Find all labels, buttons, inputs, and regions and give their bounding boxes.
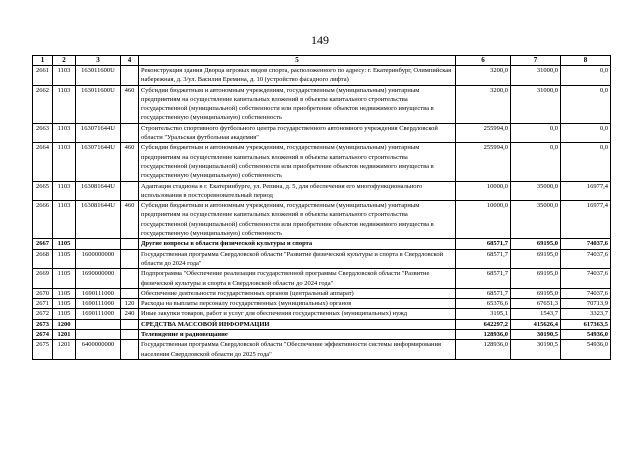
item-name-cell: Другие вопросы в области физической культуры и спорта bbox=[139, 239, 456, 249]
table-row bbox=[33, 319, 611, 329]
amount-year2-cell: 1543,7 bbox=[511, 309, 561, 319]
section-code-cell: 1103 bbox=[53, 181, 76, 201]
amount-year3-cell: 3323,7 bbox=[561, 309, 611, 319]
table-row bbox=[33, 66, 611, 86]
expense-type-cell: 120 bbox=[121, 299, 139, 309]
target-code-cell: 1690111000 bbox=[76, 309, 121, 319]
section-code-cell: 1103 bbox=[53, 85, 76, 123]
table-row bbox=[33, 299, 611, 309]
amount-year3-cell: 0,0 bbox=[561, 85, 611, 123]
section-code-cell: 1105 bbox=[53, 309, 76, 319]
row-number-cell: 2672 bbox=[33, 309, 53, 319]
target-code-cell bbox=[76, 319, 121, 329]
amount-year3-cell: 70713,9 bbox=[561, 299, 611, 309]
amount-year1-cell: 10000,0 bbox=[456, 201, 511, 239]
header-cell: 8 bbox=[561, 56, 611, 66]
amount-year3-cell: 0,0 bbox=[561, 66, 611, 86]
amount-year3-cell: 74037,6 bbox=[561, 239, 611, 249]
page-number: 149 bbox=[311, 33, 329, 47]
target-code-cell: 163011600U bbox=[76, 85, 121, 123]
item-name-cell: Иные закупки товаров, работ и услуг для обеспечения государственных (муниципальных) нужд bbox=[139, 309, 456, 319]
target-code-cell: 1600000000 bbox=[76, 249, 121, 269]
expense-type-cell bbox=[121, 249, 139, 269]
header-cell: 7 bbox=[511, 56, 561, 66]
expense-type-cell: 240 bbox=[121, 309, 139, 319]
amount-year2-cell: 67651,3 bbox=[511, 299, 561, 309]
target-code-cell bbox=[76, 239, 121, 249]
item-name-cell: Реконструкция здания Дворца игровых видов спорта, расположенного по адресу: г. Екатеринбург, Олимпийская набережная, д. 3/ул. Василия Еремина, д. 10 (устройство фасадного лифта) bbox=[139, 66, 456, 86]
table-row bbox=[33, 143, 611, 181]
amount-year2-cell: 30190,5 bbox=[511, 340, 561, 360]
amount-year2-cell: 415626,4 bbox=[511, 319, 561, 329]
amount-year3-cell: 16977,4 bbox=[561, 181, 611, 201]
row-number-cell: 2673 bbox=[33, 319, 53, 329]
item-name-cell: Телевидение и радиовещание bbox=[139, 330, 456, 340]
amount-year1-cell: 255994,0 bbox=[456, 143, 511, 181]
amount-year1-cell: 68571,7 bbox=[456, 269, 511, 289]
row-number-cell: 2663 bbox=[33, 123, 53, 143]
amount-year1-cell: 128936,0 bbox=[456, 330, 511, 340]
table-row bbox=[33, 340, 611, 360]
section-code-cell: 1103 bbox=[53, 143, 76, 181]
expense-type-cell bbox=[121, 269, 139, 289]
expense-type-cell bbox=[121, 319, 139, 329]
amount-year2-cell: 31000,0 bbox=[511, 66, 561, 86]
section-code-cell: 1201 bbox=[53, 340, 76, 360]
row-number-cell: 2674 bbox=[33, 330, 53, 340]
section-code-cell: 1201 bbox=[53, 330, 76, 340]
section-code-cell: 1105 bbox=[53, 239, 76, 249]
amount-year2-cell: 69195,0 bbox=[511, 249, 561, 269]
section-code-cell: 1103 bbox=[53, 123, 76, 143]
amount-year3-cell: 74037,6 bbox=[561, 269, 611, 289]
amount-year1-cell: 3200,0 bbox=[456, 66, 511, 86]
amount-year2-cell: 35000,0 bbox=[511, 181, 561, 201]
amount-year2-cell: 69195,0 bbox=[511, 269, 561, 289]
row-number-cell: 2664 bbox=[33, 143, 53, 181]
table-row bbox=[33, 330, 611, 340]
expense-type-cell bbox=[121, 340, 139, 360]
header-cell: 4 bbox=[121, 56, 139, 66]
amount-year3-cell: 74037,6 bbox=[561, 249, 611, 269]
target-code-cell: 1690111000 bbox=[76, 288, 121, 298]
item-name-cell: Расходы на выплаты персоналу государственных (муниципальных) органов bbox=[139, 299, 456, 309]
item-name-cell: Субсидии бюджетным и автономным учреждениям, государственным (муниципальным) унитарным предприятиям на осуществление капитальных вложений в объекты капитального строительства государственной (муниципальной) собственности или приобретение объектов недвижимого имущества в государственную (муниципальную) собственность bbox=[139, 143, 456, 181]
expense-type-cell: 460 bbox=[121, 201, 139, 239]
amount-year1-cell: 68571,7 bbox=[456, 249, 511, 269]
section-code-cell: 1103 bbox=[53, 66, 76, 86]
expense-type-cell bbox=[121, 181, 139, 201]
item-name-cell: Адаптация стадиона в г. Екатеринбурге, ул. Репина, д. 5, для обеспечения его многофункционального использования в постсоревновательный период bbox=[139, 181, 456, 201]
target-code-cell: 1690000000 bbox=[76, 269, 121, 289]
target-code-cell: 163081644U bbox=[76, 181, 121, 201]
row-number-cell: 2662 bbox=[33, 85, 53, 123]
table-row bbox=[33, 288, 611, 298]
amount-year3-cell: 54936,0 bbox=[561, 330, 611, 340]
amount-year2-cell: 35000,0 bbox=[511, 201, 561, 239]
amount-year1-cell: 128936,0 bbox=[456, 340, 511, 360]
table-row bbox=[33, 123, 611, 143]
amount-year3-cell: 74037,6 bbox=[561, 288, 611, 298]
amount-year3-cell: 0,0 bbox=[561, 143, 611, 181]
amount-year1-cell: 68571,7 bbox=[456, 239, 511, 249]
expense-type-cell: 460 bbox=[121, 143, 139, 181]
section-code-cell: 1105 bbox=[53, 299, 76, 309]
amount-year3-cell: 617363,5 bbox=[561, 319, 611, 329]
amount-year2-cell: 0,0 bbox=[511, 123, 561, 143]
item-name-cell: СРЕДСТВА МАССОВОЙ ИНФОРМАЦИИ bbox=[139, 319, 456, 329]
amount-year1-cell: 65376,6 bbox=[456, 299, 511, 309]
target-code-cell: 6400000000 bbox=[76, 340, 121, 360]
row-number-cell: 2671 bbox=[33, 299, 53, 309]
table-row bbox=[33, 201, 611, 239]
section-code-cell: 1200 bbox=[53, 319, 76, 329]
amount-year1-cell: 10000,0 bbox=[456, 181, 511, 201]
expense-type-cell bbox=[121, 330, 139, 340]
amount-year1-cell: 255994,0 bbox=[456, 123, 511, 143]
expense-type-cell bbox=[121, 66, 139, 86]
amount-year2-cell: 69195,0 bbox=[511, 288, 561, 298]
amount-year3-cell: 54936,0 bbox=[561, 340, 611, 360]
row-number-cell: 2661 bbox=[33, 66, 53, 86]
table-row bbox=[33, 309, 611, 319]
amount-year3-cell: 0,0 bbox=[561, 123, 611, 143]
header-cell: 5 bbox=[139, 56, 456, 66]
budget-table bbox=[32, 55, 611, 360]
amount-year2-cell: 0,0 bbox=[511, 143, 561, 181]
table-row bbox=[33, 239, 611, 249]
target-code-cell: 163071644U bbox=[76, 143, 121, 181]
header-cell: 3 bbox=[76, 56, 121, 66]
section-code-cell: 1105 bbox=[53, 269, 76, 289]
target-code-cell bbox=[76, 330, 121, 340]
row-number-cell: 2670 bbox=[33, 288, 53, 298]
row-number-cell: 2665 bbox=[33, 181, 53, 201]
row-number-cell: 2667 bbox=[33, 239, 53, 249]
amount-year1-cell: 3195,1 bbox=[456, 309, 511, 319]
item-name-cell: Государственная программа Свердловской области "Обеспечение эффективности системы информирования населения Свердловской области до 2025 года" bbox=[139, 340, 456, 360]
expense-type-cell: 460 bbox=[121, 85, 139, 123]
amount-year1-cell: 3200,0 bbox=[456, 85, 511, 123]
row-number-cell: 2666 bbox=[33, 201, 53, 239]
amount-year2-cell: 30190,5 bbox=[511, 330, 561, 340]
item-name-cell: Субсидии бюджетным и автономным учреждениям, государственным (муниципальным) унитарным предприятиям на осуществление капитальных вложений в объекты капитального строительства государственной (муниципальной) собственности или приобретение объектов недвижимого имущества в государственную (муниципальную) собственность bbox=[139, 85, 456, 123]
table-row bbox=[33, 181, 611, 201]
table-row bbox=[33, 85, 611, 123]
item-name-cell: Государственная программа Свердловской области "Развитие физической культуры и спорта в Свердловской области до 2024 года" bbox=[139, 249, 456, 269]
section-code-cell: 1103 bbox=[53, 201, 76, 239]
expense-type-cell bbox=[121, 239, 139, 249]
target-code-cell: 163081644U bbox=[76, 201, 121, 239]
header-cell: 2 bbox=[53, 56, 76, 66]
section-code-cell: 1105 bbox=[53, 288, 76, 298]
table-row bbox=[33, 249, 611, 269]
item-name-cell: Подпрограмма "Обеспечение реализации государственной программы Свердловской области "Развитие физической культуры и спорта в Свердловской области до 2024 года" bbox=[139, 269, 456, 289]
target-code-cell: 163011600U bbox=[76, 66, 121, 86]
row-number-cell: 2675 bbox=[33, 340, 53, 360]
row-number-cell: 2669 bbox=[33, 269, 53, 289]
item-name-cell: Обеспечение деятельности государственных органов (центральный аппарат) bbox=[139, 288, 456, 298]
amount-year2-cell: 69195,0 bbox=[511, 239, 561, 249]
target-code-cell: 1690111000 bbox=[76, 299, 121, 309]
header-cell: 6 bbox=[456, 56, 511, 66]
amount-year1-cell: 68571,7 bbox=[456, 288, 511, 298]
expense-type-cell bbox=[121, 288, 139, 298]
table-header-row bbox=[33, 56, 611, 66]
item-name-cell: Строительство спортивного футбольного центра государственного автономного учреждения Свердловской области "Уральская футбольная академия" bbox=[139, 123, 456, 143]
table-row bbox=[33, 269, 611, 289]
amount-year2-cell: 31000,0 bbox=[511, 85, 561, 123]
item-name-cell: Субсидии бюджетным и автономным учреждениям, государственным (муниципальным) унитарным предприятиям на осуществление капитальных вложений в объекты капитального строительства государственной (муниципальной) собственности или приобретение объектов недвижимого имущества в государственную (муниципальную) собственность bbox=[139, 201, 456, 239]
expense-type-cell bbox=[121, 123, 139, 143]
row-number-cell: 2668 bbox=[33, 249, 53, 269]
amount-year1-cell: 642297,2 bbox=[456, 319, 511, 329]
header-cell: 1 bbox=[33, 56, 53, 66]
amount-year3-cell: 16977,4 bbox=[561, 201, 611, 239]
target-code-cell: 163071644U bbox=[76, 123, 121, 143]
section-code-cell: 1105 bbox=[53, 249, 76, 269]
